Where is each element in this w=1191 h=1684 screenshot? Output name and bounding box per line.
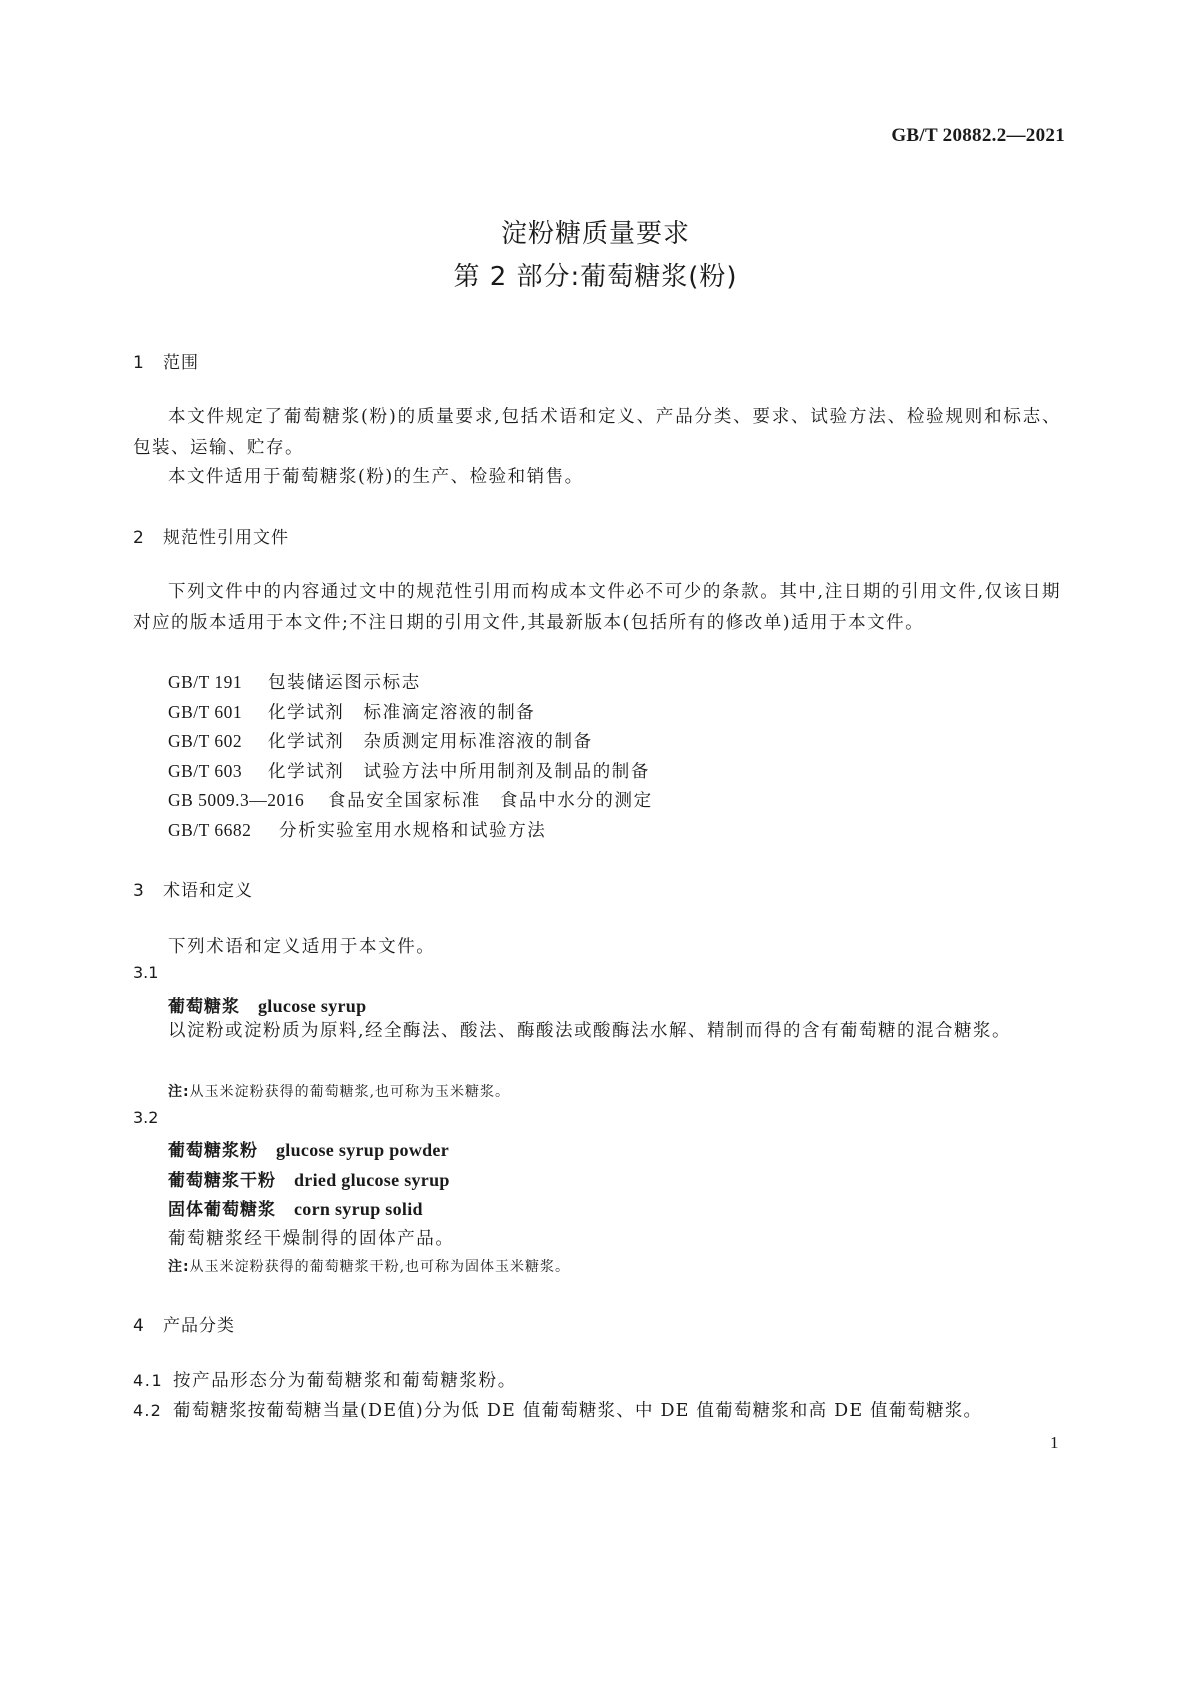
- standard-code: GB/T 20882.2—2021: [891, 125, 1065, 146]
- term-name: [168, 992, 366, 1017]
- section-number: 1: [133, 353, 145, 373]
- note-text: 从玉米淀粉获得的葡萄糖浆,也可称为玉米糖浆。: [189, 1084, 511, 1100]
- term-note: [168, 1081, 510, 1101]
- document-subtitle: 第 2 部分:葡萄糖浆(粉): [453, 262, 738, 292]
- clause-text: 葡萄糖浆按葡萄糖当量(DE值)分为低 DE 值葡萄糖浆、中 DE 值葡萄糖浆和高 DE 值葡萄糖浆。: [173, 1401, 983, 1421]
- clause-number: 4.1: [133, 1371, 164, 1390]
- reference-item: [168, 758, 650, 783]
- section-heading-classification: [133, 1311, 235, 1336]
- section-heading-normative-references: [133, 523, 289, 548]
- reference-title: 包装储运图示标志: [268, 673, 421, 693]
- section-heading-terms: [133, 876, 253, 901]
- term-definition: 葡萄糖浆经干燥制得的固体产品。: [168, 1229, 455, 1249]
- term-zh: 葡萄糖浆: [168, 997, 240, 1017]
- page-number: 1: [1050, 1433, 1059, 1452]
- term-zh: 固体葡萄糖浆: [168, 1200, 276, 1220]
- terms-intro: 下列术语和定义适用于本文件。: [168, 937, 436, 957]
- reference-item: [168, 728, 593, 753]
- term-name: [168, 1136, 449, 1161]
- reference-code: GB/T 191: [168, 672, 243, 692]
- term-number: 3.2: [133, 1108, 159, 1127]
- section-number: 2: [133, 528, 145, 548]
- term-en: dried glucose syrup: [294, 1170, 450, 1190]
- scope-paragraph-2: 本文件适用于葡萄糖浆(粉)的生产、检验和销售。: [168, 467, 584, 487]
- reference-title: 化学试剂 标准滴定溶液的制备: [268, 703, 536, 723]
- section-title: 产品分类: [163, 1316, 235, 1336]
- references-intro: 下列文件中的内容通过文中的规范性引用而构成本文件必不可少的条款。其中,注日期的引用文件,仅该日期对应的版本适用于本文件;不注日期的引用文件,其最新版本(包括所有的修改单)适用于本文件。: [133, 582, 1061, 633]
- reference-code: GB/T 6682: [168, 820, 252, 840]
- reference-item: [168, 699, 535, 724]
- note-label: 注:: [168, 1084, 190, 1100]
- term-en: glucose syrup powder: [276, 1140, 450, 1160]
- note-label: 注:: [168, 1259, 190, 1275]
- term-name: [168, 1166, 450, 1191]
- reference-item: [168, 787, 653, 812]
- clause-text: 按产品形态分为葡萄糖浆和葡萄糖浆粉。: [173, 1371, 517, 1391]
- term-zh: 葡萄糖浆粉: [168, 1141, 258, 1161]
- reference-title: 食品安全国家标准 食品中水分的测定: [328, 791, 653, 811]
- classification-item: [133, 1367, 517, 1392]
- term-en: glucose syrup: [258, 996, 367, 1016]
- scope-paragraph-1: 本文件规定了葡萄糖浆(粉)的质量要求,包括术语和定义、产品分类、要求、试验方法、检验规则和标志、包装、运输、贮存。: [133, 407, 1061, 458]
- section-number: 4: [133, 1316, 145, 1336]
- term-en: corn syrup solid: [294, 1199, 423, 1219]
- reference-code: GB/T 603: [168, 761, 243, 781]
- classification-item: [133, 1397, 982, 1422]
- reference-title: 化学试剂 试验方法中所用制剂及制品的制备: [268, 762, 650, 782]
- section-title: 范围: [163, 353, 199, 373]
- term-definition: 以淀粉或淀粉质为原料,经全酶法、酸法、酶酸法或酸酶法水解、精制而得的含有葡萄糖的混合糖浆。: [168, 1021, 1012, 1041]
- section-heading-scope: [133, 348, 199, 373]
- term-name: [168, 1195, 423, 1220]
- term-note: [168, 1256, 570, 1276]
- section-title: 术语和定义: [163, 881, 253, 901]
- reference-item: [168, 669, 421, 694]
- note-text: 从玉米淀粉获得的葡萄糖浆干粉,也可称为固体玉米糖浆。: [189, 1259, 571, 1275]
- term-number: 3.1: [133, 963, 159, 982]
- section-number: 3: [133, 881, 145, 901]
- reference-item: [168, 817, 546, 842]
- section-title: 规范性引用文件: [163, 528, 289, 548]
- reference-title: 化学试剂 杂质测定用标准溶液的制备: [268, 732, 593, 752]
- document-title: 淀粉糖质量要求: [500, 219, 690, 249]
- reference-code: GB/T 601: [168, 702, 243, 722]
- reference-code: GB 5009.3—2016: [168, 790, 305, 810]
- clause-number: 4.2: [133, 1401, 163, 1420]
- reference-title: 分析实验室用水规格和试验方法: [279, 821, 547, 841]
- term-zh: 葡萄糖浆干粉: [168, 1171, 276, 1191]
- reference-code: GB/T 602: [168, 731, 243, 751]
